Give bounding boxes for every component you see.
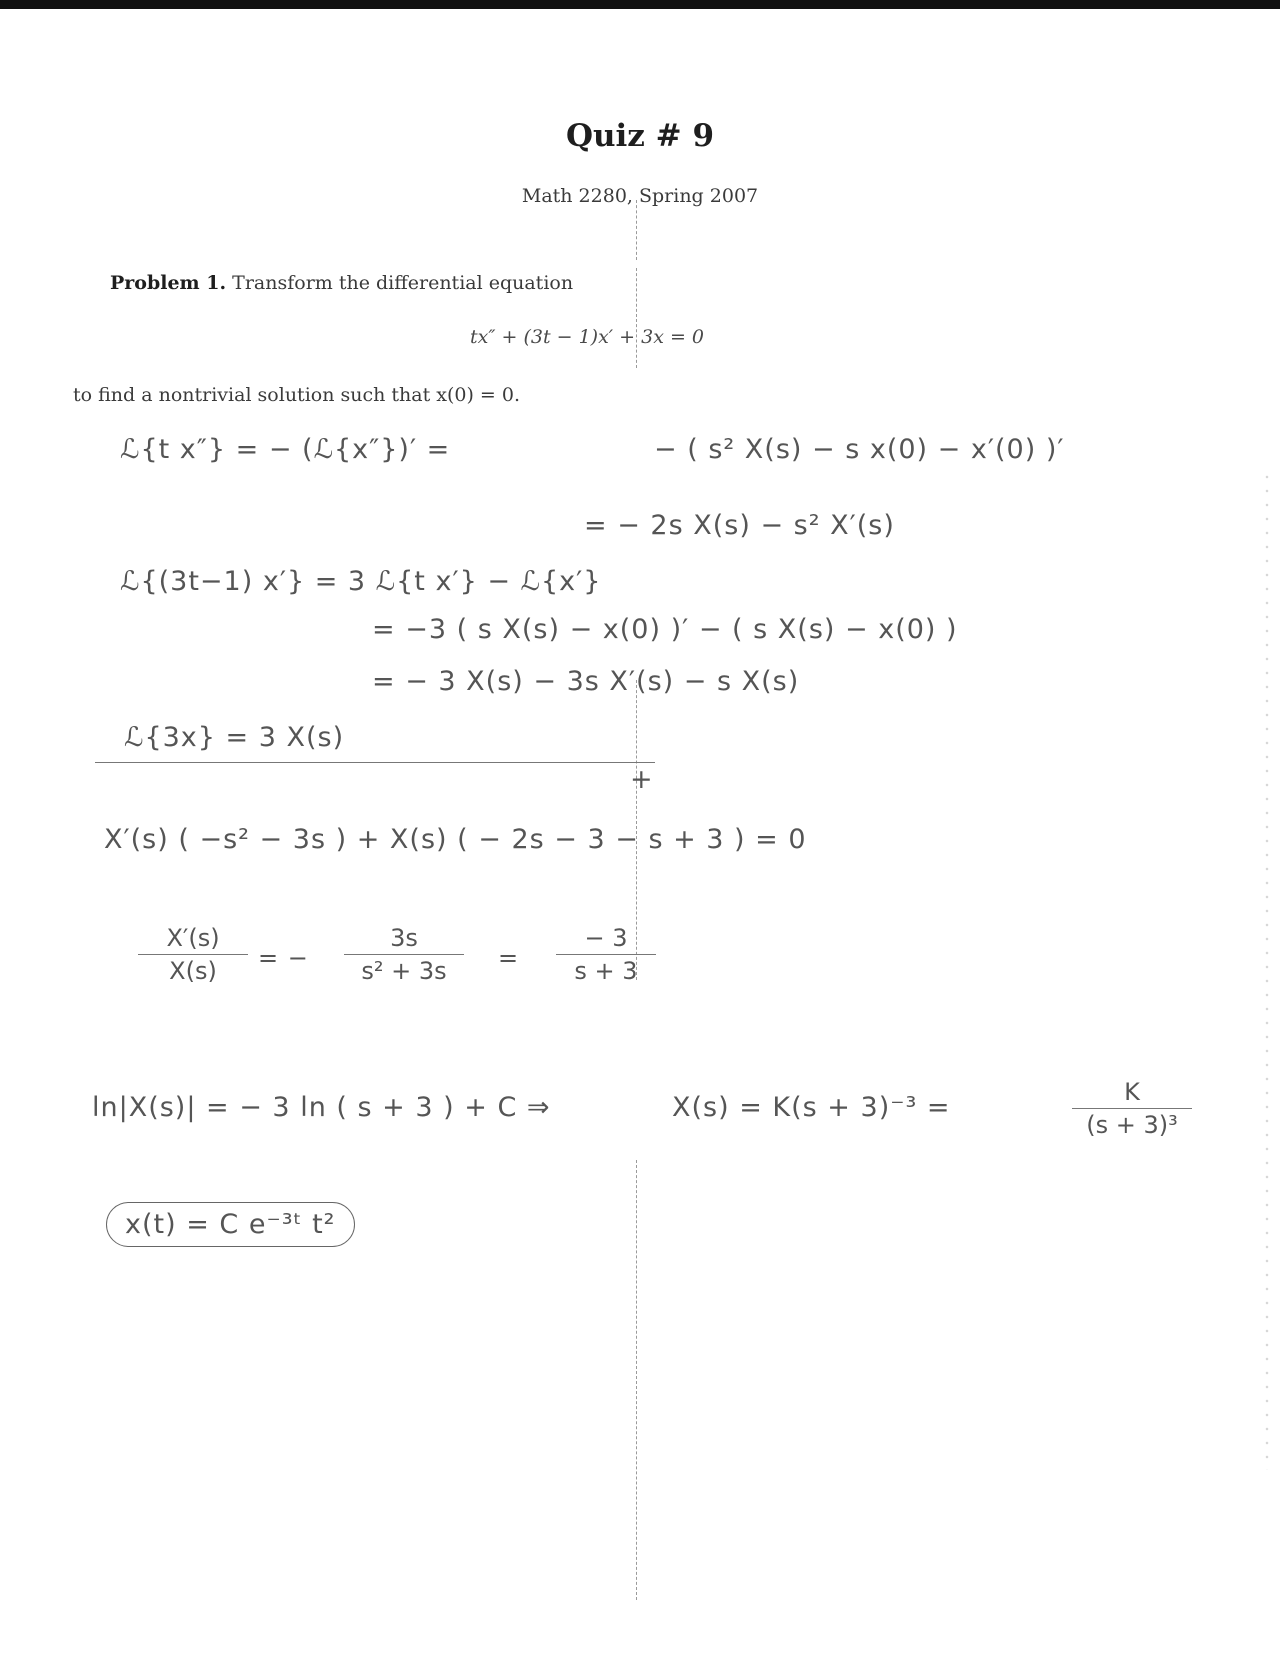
solution-line-9-lhs: ln|X(s)| = − 3 ln ( s + 3 ) + C ⇒ — [92, 1092, 551, 1123]
solution-line-5: = − 3 X(s) − 3s X′(s) − s X(s) — [372, 666, 800, 697]
fraction-denominator: (s + 3)³ — [1086, 1111, 1178, 1139]
problem-label: Problem 1. — [110, 272, 227, 294]
final-answer: x(t) = C e⁻³ᵗ t² — [106, 1202, 355, 1247]
scan-fold-line — [636, 200, 637, 260]
fraction-k-over-cube — [1072, 1078, 1192, 1139]
problem-text: Transform the differential equation — [232, 272, 574, 294]
scan-edge-noise — [1262, 470, 1272, 1470]
plus-sign: + — [630, 764, 654, 795]
solution-line-1-rhs: − ( s² X(s) − s x(0) − x′(0) )′ — [654, 434, 1065, 465]
problem-statement — [110, 272, 573, 294]
scan-fold-line — [636, 1160, 637, 1600]
solution-line-1-lhs: ℒ{t x″} = − (ℒ{x″})′ = — [120, 434, 451, 465]
problem-condition: to find a nontrivial solution such that x(0) = 0. — [73, 384, 521, 406]
fraction-numerator: X′(s) — [138, 924, 248, 955]
fraction-3s-over-s2-3s — [344, 924, 464, 985]
course-subtitle: Math 2280, Spring 2007 — [521, 185, 759, 207]
differential-equation: tx″ + (3t − 1)x′ + 3x = 0 — [470, 326, 705, 348]
fraction-minus3-over-s-plus-3 — [556, 924, 656, 985]
solution-line-6: ℒ{3x} = 3 X(s) — [124, 722, 345, 753]
equals-minus: = − — [258, 944, 309, 972]
scan-fold-line — [636, 268, 637, 368]
quiz-title: Quiz # 9 — [565, 118, 715, 154]
fraction-denominator: X(s) — [169, 957, 217, 985]
equals-sign: = — [498, 944, 520, 972]
solution-line-7: X′(s) ( −s² − 3s ) + X(s) ( − 2s − 3 − s + 3 ) = 0 — [104, 824, 807, 855]
solution-line-3: ℒ{(3t−1) x′} = 3 ℒ{t x′} − ℒ{x′} — [120, 566, 602, 597]
fraction-xprime-over-x — [138, 924, 248, 985]
scan-top-border — [0, 0, 1280, 9]
fraction-denominator: s + 3 — [574, 957, 638, 985]
solution-line-9-mid: X(s) = K(s + 3)⁻³ = — [672, 1092, 951, 1123]
solution-line-4: = −3 ( s X(s) − x(0) )′ − ( s X(s) − x(0) ) — [372, 614, 958, 645]
fraction-numerator: 3s — [344, 924, 464, 955]
fraction-numerator: − 3 — [556, 924, 656, 955]
sum-rule — [95, 762, 655, 763]
fraction-denominator: s² + 3s — [361, 957, 447, 985]
solution-line-2: = − 2s X(s) − s² X′(s) — [584, 510, 895, 541]
fraction-numerator: K — [1072, 1078, 1192, 1109]
